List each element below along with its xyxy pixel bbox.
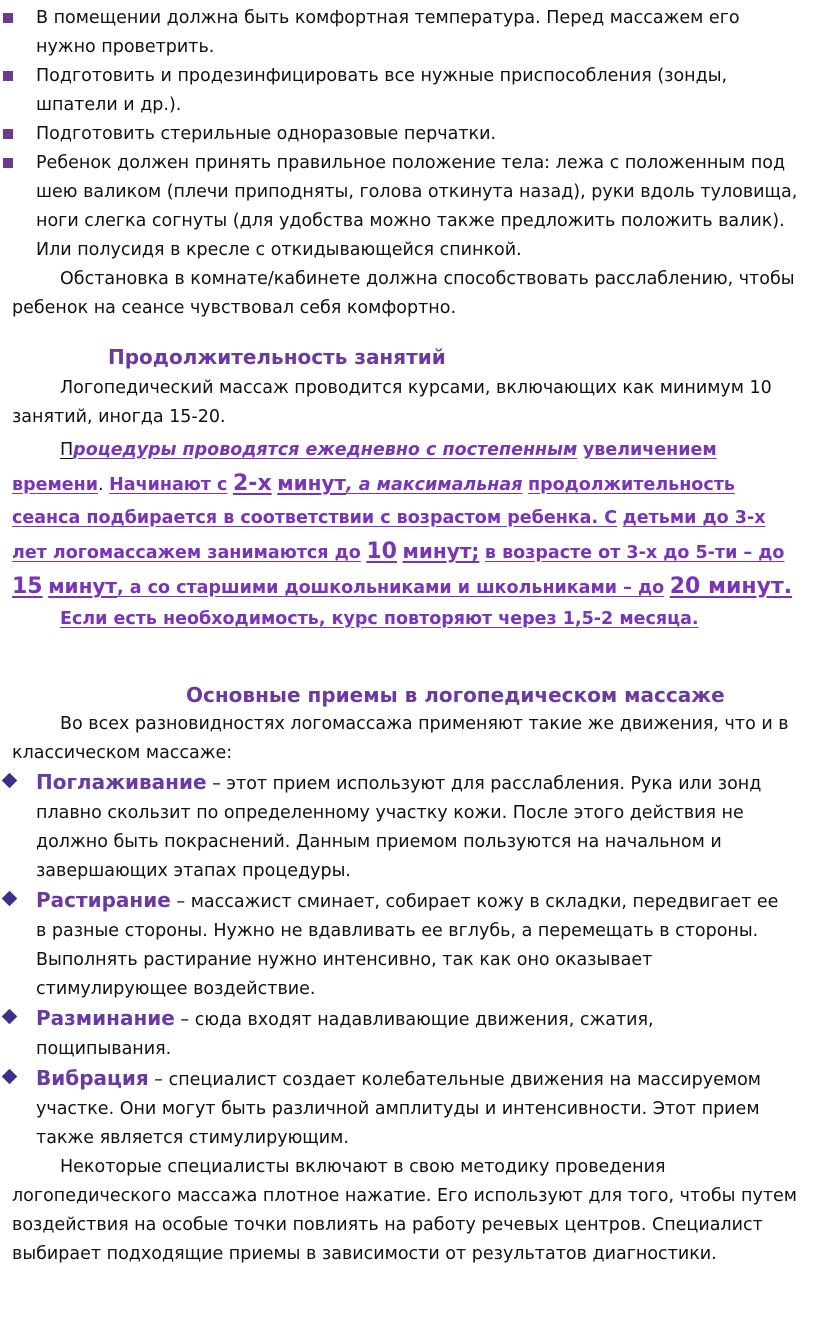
diamond-bullet-icon [2, 773, 18, 789]
list-item [0, 149, 800, 265]
text-span: 10 [366, 539, 397, 564]
techniques-heading: Основные приемы в логопедическом массаже [186, 683, 725, 707]
list-item [0, 120, 800, 149]
bullet-text: Подготовить стерильные одноразовые перчатки. [36, 124, 497, 144]
intro-paragraph: Обстановка в комнате/кабинете должна способствовать расслаблению, чтобы ребенок на сеансе чувствовал себя комфортно. [12, 269, 795, 318]
duration-emphasis-paragraph [0, 434, 800, 605]
duration-section [0, 342, 800, 634]
text-span: минут; [402, 539, 480, 563]
text-span: , а максимальная [346, 475, 523, 495]
duration-paragraph: Логопедический массаж проводится курсами, включающих как минимум 10 занятий, иногда 15-20. [12, 378, 772, 427]
list-item [0, 768, 790, 886]
closing-paragraph: Некоторые специалисты включают в свою методику проведения логопедического массажа плотное нажатие. Его используют для того, чтобы путем воздействия на особые точки повлиять на работу речевых центров. Специалист выбирает подходящие приемы в зависимости от результатов диагностики. [12, 1157, 797, 1264]
square-bullet-icon [3, 158, 13, 168]
square-bullet-icon [3, 13, 13, 23]
bullet-text: Подготовить и продезинфицировать все нужные приспособления (зонды, шпатели и др.). [36, 66, 728, 115]
text-span: минут [277, 471, 347, 495]
text-span: увеличением времени [12, 440, 717, 495]
intro-paragraph-wrap [0, 265, 800, 323]
list-item [0, 62, 800, 120]
text-span: 20 минут. [669, 574, 793, 599]
techniques-list [0, 768, 790, 1153]
text-span: 15 [12, 574, 43, 599]
text-span: минут [48, 574, 118, 598]
bullet-text: В помещении должна быть комфортная температура. Перед массажем его нужно проветрить. [36, 8, 740, 57]
text-span: 2-х [233, 471, 272, 496]
duration-heading: Продолжительность занятий [108, 345, 446, 369]
list-item [0, 1064, 790, 1153]
text-span: П [60, 440, 74, 460]
list-item [0, 4, 800, 62]
text-span: детьми до 3-х лет логомассажем занимаются до [12, 508, 766, 563]
diamond-bullet-icon [2, 891, 18, 907]
techniques-intro: Во всех разновидностях логомассажа применяют такие же движения, что и в классическом массаже: [12, 714, 789, 763]
technique-term: Растирание [36, 888, 171, 912]
text-span: роцедуры проводятся ежедневно с постепенным [73, 440, 578, 460]
square-bullet-icon [3, 129, 13, 139]
diamond-bullet-icon [2, 1069, 18, 1085]
text-span: . [98, 475, 104, 495]
course-repeat-note: Если есть необходимость, курс повторяют через 1,5-2 месяца. [60, 609, 699, 629]
list-item [0, 886, 790, 1004]
technique-term: Поглаживание [36, 770, 207, 794]
technique-term: Разминание [36, 1006, 175, 1030]
techniques-section [0, 680, 800, 1269]
square-bullet-icon [3, 71, 13, 81]
technique-desc: – сюда входят надавливающие движения, сжатия, пощипывания. [36, 1010, 654, 1059]
technique-desc: – массажист сминает, собирает кожу в складки, передвигает ее в разные стороны. Нужно не вдавливать ее вглубь, а перемещать в стороны. Выполнять растирание нужно интенсивно, так как оно оказывает стимулирующее воздействие. [36, 892, 779, 999]
list-item [0, 1004, 790, 1064]
text-span: , а со старшими дошкольниками и школьниками – до [117, 578, 665, 598]
text-span: в возрасте от 3-х до 5-ти – до [484, 543, 785, 563]
intro-bullet-list [0, 4, 800, 323]
technique-desc: – этот прием используют для расслабления. Рука или зонд плавно скользит по определенному участку кожи. После этого действия не должно быть покраснений. Данным приемом пользуются на начальном и завершающих этапах процедуры. [36, 774, 762, 881]
text-span: продолжительность сеанса подбирается в соответствии с возрастом ребенка. С [12, 475, 735, 528]
technique-desc: – специалист создает колебательные движения на массируемом участке. Они могут быть различной амплитуды и интенсивности. Этот прием также является стимулирующим. [36, 1070, 761, 1148]
bullet-text: Ребенок должен принять правильное положение тела: лежа с положенным под шею валиком (плечи приподняты, голова откинута назад), руки вдоль туловища, ноги слегка согнуты (для удобства можно также предложить положить валик). Или полусидя в кресле с откидывающейся спинкой. [36, 153, 798, 260]
diamond-bullet-icon [2, 1009, 18, 1025]
technique-term: Вибрация [36, 1066, 149, 1090]
text-span: Начинают с [109, 475, 228, 495]
